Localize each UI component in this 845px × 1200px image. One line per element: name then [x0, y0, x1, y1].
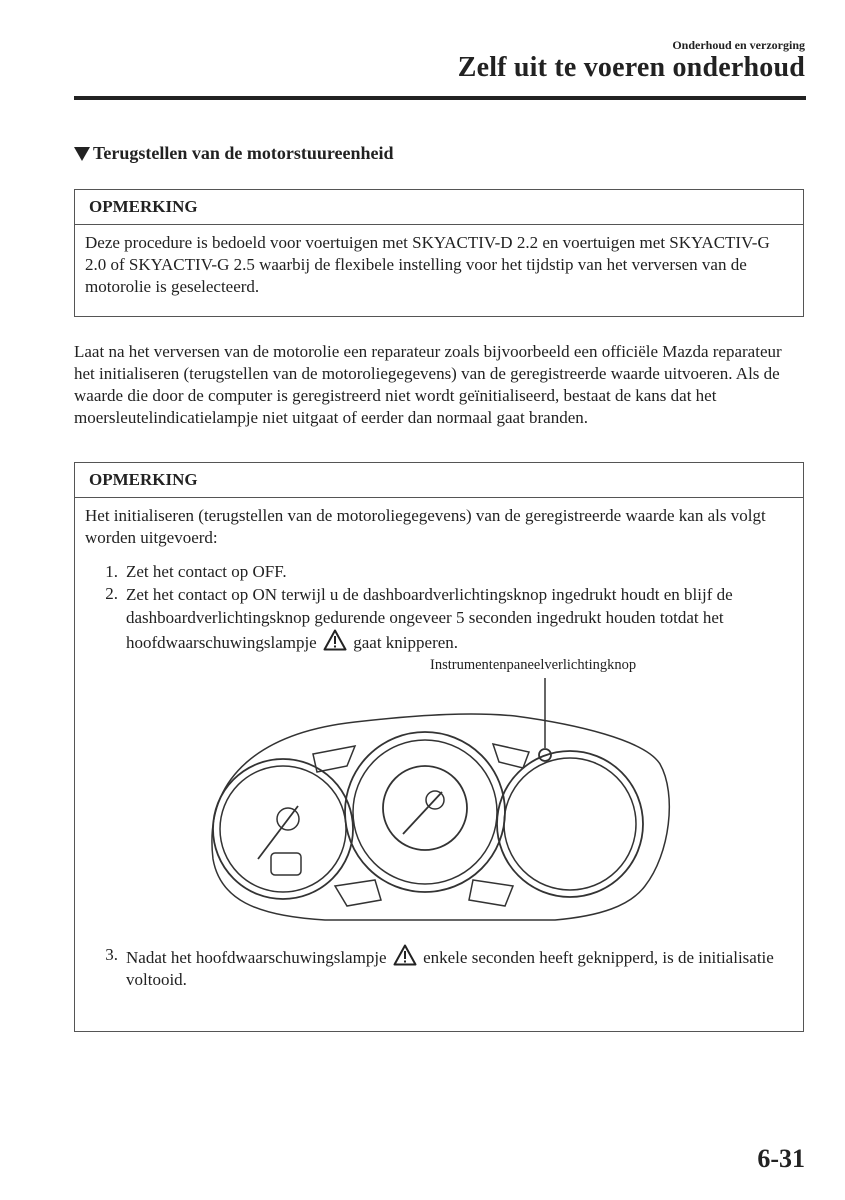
left-lower-vent: [335, 880, 381, 906]
right-gauge-face: [504, 758, 636, 890]
step-3-text-b: enkele seconden heeft geknipperd, is de initialisatie voltooid.: [126, 948, 774, 989]
step-text: [126, 583, 793, 654]
right-upper-vent: [493, 744, 529, 768]
triangle-bullet-icon: [74, 147, 90, 161]
note-1-heading: OPMERKING: [75, 190, 803, 225]
step-text: [126, 944, 793, 991]
chapter-label: Onderhoud en verzorging: [672, 38, 805, 52]
header-rule: [74, 96, 806, 100]
note-2-intro: Het initialiseren (terugstellen van de motoroliegegevens) van de geregistreerde waarde kan als volgt worden uitgevoerd:: [85, 506, 766, 547]
step-number: 3.: [105, 945, 118, 964]
procedure-list: [85, 561, 793, 654]
page-number: 6-31: [757, 1144, 805, 1173]
warning-triangle-icon: [393, 944, 417, 966]
note-2-body: [75, 498, 803, 999]
center-gauge-needle: [403, 792, 442, 834]
figure-callout-label: Instrumentenpaneelverlichtingknop: [430, 657, 637, 673]
step-2-text-b: gaat knipperen.: [353, 633, 459, 652]
note-box-2: [74, 462, 804, 1032]
right-gauge-bezel: [497, 751, 643, 897]
procedure-list-continued: [85, 944, 793, 991]
right-lower-vent: [469, 880, 513, 906]
step-number: 2.: [105, 584, 118, 603]
center-gauge-bezel: [345, 732, 505, 892]
left-gauge-display: [271, 853, 301, 875]
center-gauge-face: [353, 740, 497, 884]
cluster-housing-outline: [212, 714, 669, 920]
note-box-1: [74, 189, 804, 317]
step-number: 1.: [105, 562, 118, 581]
list-item: [85, 561, 793, 583]
instrument-cluster-figure: [85, 654, 793, 944]
step-3-text-a: Nadat het hoofdwaarschuwingslampje: [126, 948, 387, 967]
section-heading-text: Terugstellen van de motorstuureenheid: [93, 143, 394, 163]
step-2-text-a: Zet het contact op ON terwijl u de dashboardverlichtingsknop ingedrukt houdt en blijf de dashboardverlichtingsknop gedurende ongeveer 5 seconden ingedrukt houden totdat het hoofdwaarschuwingslampje: [126, 585, 733, 652]
instrument-cluster-illustration: [85, 654, 793, 944]
note-2-heading: OPMERKING: [75, 463, 803, 498]
section-heading: [74, 143, 394, 164]
page-title: Zelf uit te voeren onderhoud: [457, 52, 805, 83]
list-item: [85, 944, 793, 991]
note-1-text: Deze procedure is bedoeld voor voertuigen met SKYACTIV-D 2.2 en voertuigen met SKYACTIV-G 2.0 of SKYACTIV-G 2.5 waarbij de flexibele instelling voor het tijdstip van het verversen van de motorolie is geselecteerd.: [85, 233, 770, 296]
list-item: [85, 583, 793, 654]
step-text: Zet het contact op OFF.: [126, 562, 287, 581]
warning-triangle-icon: [323, 629, 347, 651]
body-paragraph: Laat na het verversen van de motorolie een reparateur zoals bijvoorbeeld een officiële Mazda reparateur het initialiseren (terugstellen van de motoroliegegevens) van de geregistreerde waarde uitvoeren. Als de waarde die door de computer is geregistreerd niet wordt geïnitialiseerd, bestaat de kans dat het moersleutelindicatielampje niet uitgaat of eerder dan normaal gaat branden.: [74, 342, 782, 427]
center-gauge-inner-ring: [383, 766, 467, 850]
